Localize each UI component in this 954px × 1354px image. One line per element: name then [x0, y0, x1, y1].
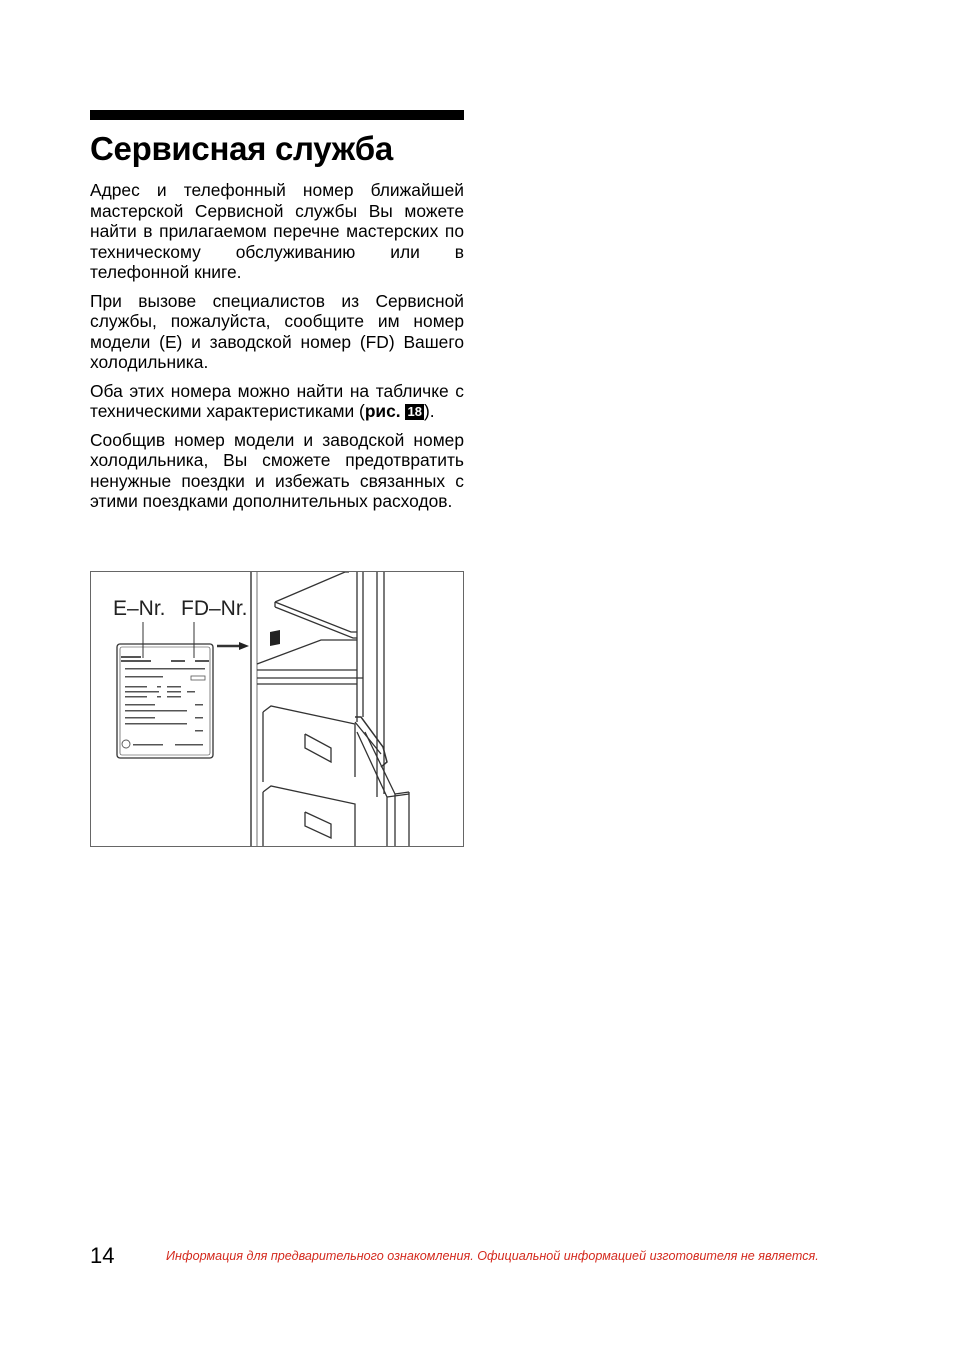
e-nr-label: E–Nr. — [113, 597, 166, 620]
rating-plate-figure — [90, 571, 464, 847]
paragraph-1: Адрес и телефонный номер ближайшей мастерской Сервисной службы Вы можете найти в прилагаемом перечне мастерских по техническому обслуживанию или в телефонной книге. — [90, 180, 464, 282]
paragraph-3-text: Оба этих номера можно найти на табличке с техническими характеристиками ( — [90, 380, 464, 421]
page-number: 14 — [90, 1243, 115, 1268]
figure-reference-label: рис. — [364, 401, 401, 421]
paragraph-2: При вызове специалистов из Сервисной службы, пожалуйста, сообщите им номер модели (E) и заводской номер (FD) Вашего холодильника. — [90, 290, 464, 372]
paragraph-3-end: ). — [423, 401, 435, 421]
plate-location-marker — [270, 630, 280, 646]
figure-reference-number: 18 — [407, 404, 422, 419]
page-title: Сервисная служба — [90, 130, 393, 167]
footer-disclaimer: Информация для предварительного ознакомления. Официальной информацией изготовителя не является. — [166, 1249, 819, 1263]
paragraph-4: Сообщив номер модели и заводской номер холодильника, Вы сможете предотвратить ненужные поездки и избежать связанных с этими поездками дополнительных расходов. — [90, 429, 464, 511]
arrow-head — [239, 642, 249, 650]
body-text — [90, 180, 464, 520]
fd-nr-label: FD–Nr. — [181, 597, 248, 620]
title-rule — [90, 110, 464, 120]
paragraph-3 — [90, 381, 464, 422]
